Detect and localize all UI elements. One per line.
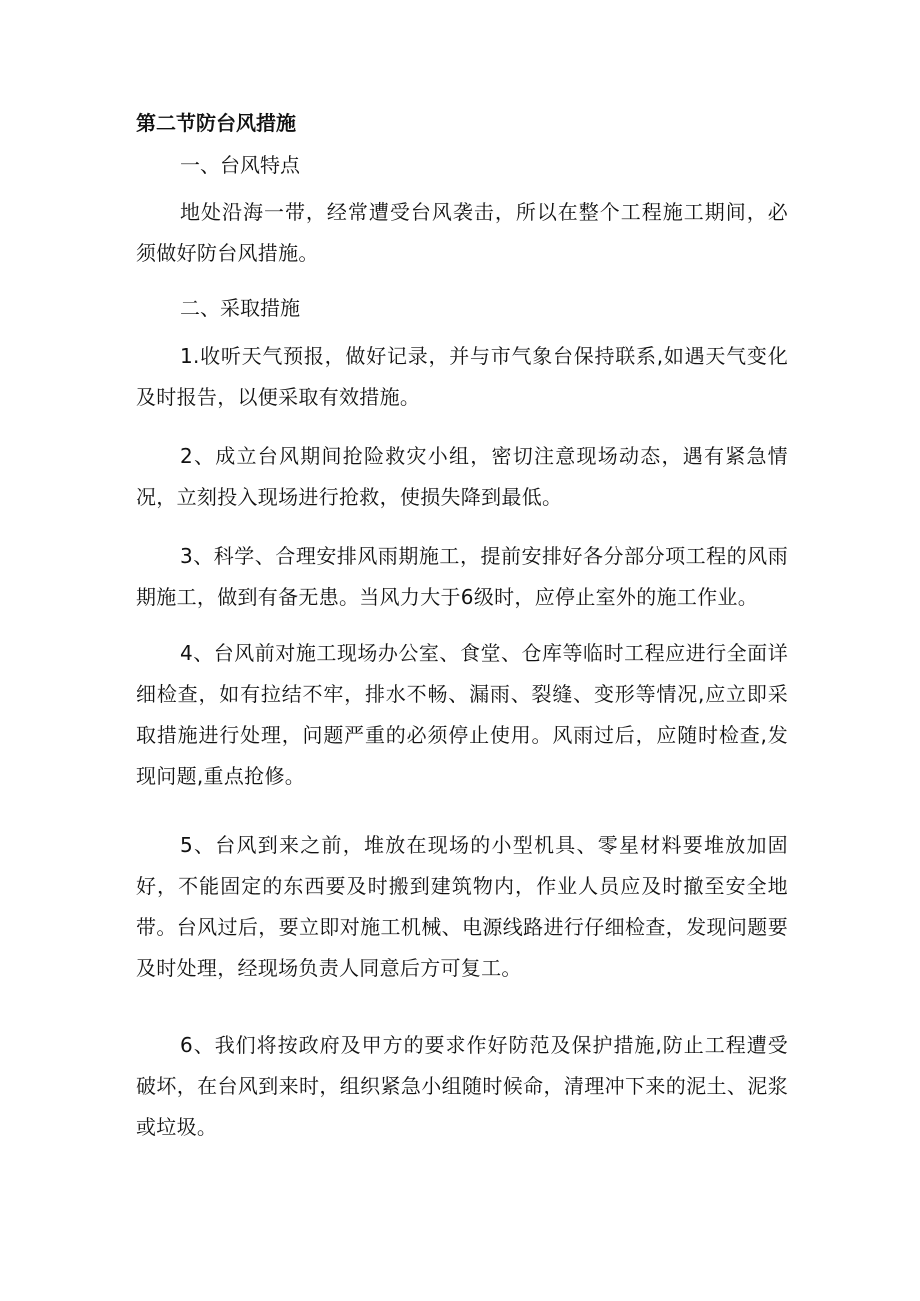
heading-typhoon-characteristics: 一、台风特点: [180, 153, 300, 177]
measure-item-1: 1.收听天气预报，做好记录，并与市气象台保持联系,如遇天气变化及时报告，以便采取有效措施。: [136, 344, 788, 409]
measure-item-4: 4、台风前对施工现场办公室、食堂、仓库等临时工程应进行全面详细检查，如有拉结不牢，排水不畅、漏雨、裂缝、变形等情况,应立即采取措施进行处理，问题严重的必须停止使用。风雨过后，应随时检查,发现问题,重点抢修。: [136, 641, 788, 788]
paragraph-typhoon-characteristics: 地处沿海一带，经常遭受台风袭击，所以在整个工程施工期间，必须做好防台风措施。: [136, 200, 788, 265]
section-title: 第二节防台风措施: [136, 111, 296, 135]
measure-item-6: 6、我们将按政府及甲方的要求作好防范及保护措施,防止工程遭受破坏，在台风到来时，组织紧急小组随时候命，清理冲下来的泥土、泥浆或垃圾。: [136, 1033, 788, 1139]
measure-item-3: 3、科学、合理安排风雨期施工，提前安排好各分部分项工程的风雨期施工，做到有备无患。当风力大于6级时，应停止室外的施工作业。: [136, 544, 788, 609]
heading-measures: 二、采取措施: [180, 296, 300, 320]
measure-item-5: 5、台风到来之前，堆放在现场的小型机具、零星材料要堆放加固好，不能固定的东西要及时搬到建筑物内，作业人员应及时撤至安全地带。台风过后，要立即对施工机械、电源线路进行仔细检查，发现问题要及时处理，经现场负责人同意后方可复工。: [136, 833, 788, 980]
measure-item-2: 2、成立台风期间抢险救灾小组，密切注意现场动态，遇有紧急情况，立刻投入现场进行抢救，使损失降到最低。: [136, 444, 788, 509]
